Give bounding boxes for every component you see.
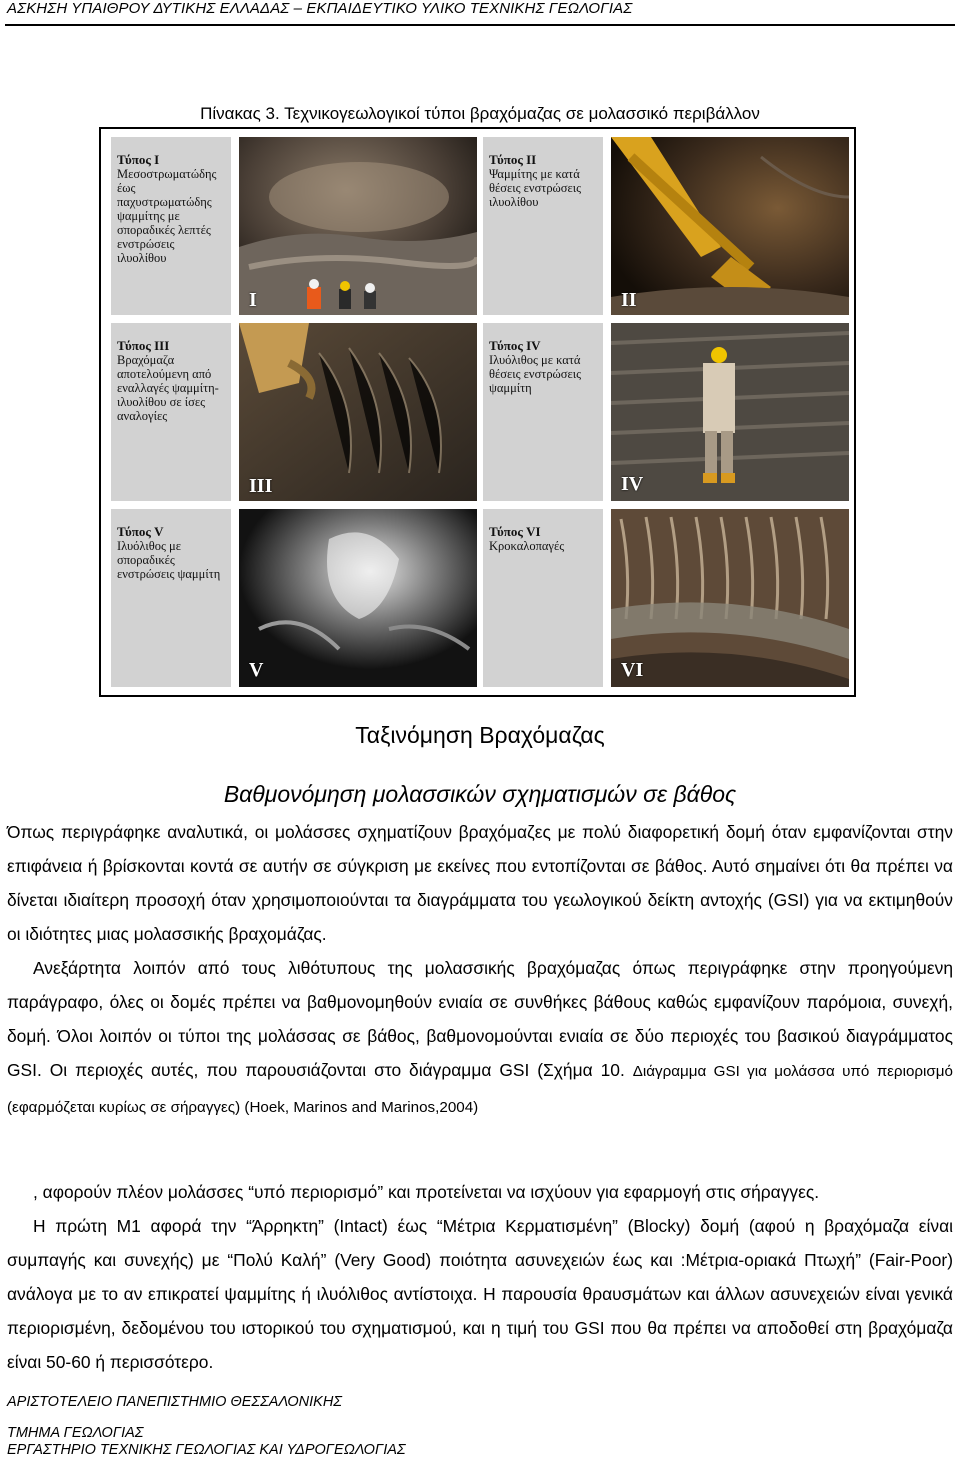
type-3-description: Βραχόμαζα αποτελούμενη από εναλλαγές ψαμμίτη-ιλυολίθου σε ίσες αναλογίες <box>117 353 219 423</box>
paragraph-2-main: Ανεξάρτητα λοιπόν από τους λιθότυπους της μολασσικής βραχόμαζας όπως περιγράφηκε στην προηγούμενη παράγραφο, όλες οι δομές πρέπει να βαθμονομηθούν ενιαία σε συνθήκες βάθους καθώς εμφανίζουν παρόμοια, συνεχή, δομή. Όλοι λοιπόν οι τύποι της μολάσσας σε βάθος, βαθμονομούνται ενιαία σε δύο περιοχές του βασικού διαγράμματος GSI. Οι περιοχές αυτές, που παρουσιάζονται στο διάγραμμα GSI (Σχήμα 10. <box>7 958 953 1080</box>
type-4-numeral: IV <box>621 473 644 495</box>
type-1-photo <box>239 137 477 315</box>
header-rule <box>5 24 955 26</box>
body-text-continued <box>7 1175 953 1379</box>
paragraph-2 <box>7 951 953 1125</box>
paragraph-3: , αφορούν πλέον μολάσσες “υπό περιορισμό” και προτείνεται να ισχύουν για εφαρμογή στις σήραγγες. <box>33 1182 820 1202</box>
type-6-description: Κροκαλοπαγές <box>489 539 565 553</box>
type-6-numeral: VI <box>621 659 644 681</box>
body-text <box>7 815 953 1125</box>
type-2-title: Τύπος II <box>489 152 537 167</box>
type-1-numeral: I <box>249 289 257 311</box>
table-caption: Πίνακας 3. Τεχνικογεωλογικοί τύποι βραχόμαζας σε μολασσικό περιβάλλον <box>200 104 760 123</box>
footer-lab: ΕΡΓΑΣΤΗΡΙΟ ΤΕΧΝΙΚΗΣ ΓΕΩΛΟΓΙΑΣ ΚΑΙ ΥΔΡΟΓΕΩΛΟΓΙΑΣ <box>7 1442 406 1458</box>
type-6-photo <box>611 509 849 687</box>
type-4-label <box>483 323 603 501</box>
type-5-description: Ιλυόλιθος με σποραδικές ενστρώσεις ψαμμίτη <box>117 539 221 581</box>
rock-mass-types-figure <box>99 127 856 697</box>
type-3-title: Τύπος III <box>117 338 170 353</box>
type-6-label <box>483 509 603 687</box>
paragraph-1: Όπως περιγράφηκε αναλυτικά, οι μολάσσες σχηματίζουν βραχόμαζες με πολύ διαφορετική δομή όταν εμφανίζονται στην επιφάνεια ή βρίσκονται κοντά σε αυτήν σε σύγκριση με εκείνες που εντοπίζονται σε βάθος. Αυτό σημαίνει ότι θα πρέπει να δίνεται ιδιαίτερη προσοχή όταν χρησιμοποιούνται τα διαγράμματα του γεωλογικού δείκτη αντοχής (GSI) για να εκτιμηθούν οι ιδιότητες μιας μολασσικής βραχομάζας. <box>7 822 953 944</box>
type-5-numeral: V <box>249 659 264 681</box>
type-1-label <box>111 137 231 315</box>
paragraph-4: Η πρώτη Μ1 αφορά την “Άρρηκτη” (Intact) έως “Μέτρια Κερματισμένη” (Blocky) δομή (αφού η βραχόμαζα είναι συμπαγής και συνεχής) με “Πολύ Καλή” (Very Good) ποιότητα ασυνεχειών έως και :Μέτρια-οριακά Πτωχή” (Fair-Poor) ανάλογα με το αν επικρατεί ψαμμίτης ή ιλυόλιθος αντίστοιχα. Η παρουσία θραυσμάτων και άλλων ασυνεχειών είναι γενικά περιορισμένη, δεδομένου του ιστορικού του σχηματισμού, και η τιμή του GSI που θα πρέπει να αποδοθεί στη βραχόμαζα είναι 50-60 ή περισσότερο. <box>7 1216 953 1372</box>
type-6-title: Τύπος VI <box>489 524 541 539</box>
type-3-label <box>111 323 231 501</box>
type-5-title: Τύπος V <box>117 524 164 539</box>
type-4-photo <box>611 323 849 501</box>
type-2-label <box>483 137 603 315</box>
page-header: ΑΣΚΗΣΗ ΥΠΑΙΘΡΟΥ ΔΥΤΙΚΗΣ ΕΛΛΑΔΑΣ – ΕΚΠΑΙΔΕΥΤΙΚΟ ΥΛΙΚΟ ΤΕΧΝΙΚΗΣ ΓΕΩΛΟΓΙΑΣ <box>7 0 633 17</box>
type-1-title: Τύπος I <box>117 152 160 167</box>
type-5-photo <box>239 509 477 687</box>
type-2-numeral: II <box>621 289 637 311</box>
type-4-title: Τύπος IV <box>489 338 541 353</box>
type-2-description: Ψαμμίτης με κατά θέσεις ενστρώσεις ιλυολίθου <box>489 167 582 209</box>
type-5-label <box>111 509 231 687</box>
type-2-photo <box>611 137 849 315</box>
footer-university: ΑΡΙΣΤΟΤΕΛΕΙΟ ΠΑΝΕΠΙΣΤΗΜΙΟ ΘΕΣΣΑΛΟΝΙΚΗΣ <box>7 1394 342 1410</box>
section-heading: Ταξινόμηση Βραχόμαζας <box>355 722 605 748</box>
type-3-numeral: III <box>249 475 273 497</box>
type-1-description: Μεσοστρωματώδης έως παχυστρωματώδης ψαμμίτης με σποραδικές λεπτές ενστρώσεις ιλυολίθου <box>117 167 217 265</box>
figure-reference: Διάγραμμα GSI για μολάσσα υπό περιορισμό (εφαρμόζεται κυρίως σε σήραγγες) (Hoek, Marinos and Marinos,2004) <box>7 1063 953 1116</box>
type-4-description: Ιλυόλιθος με κατά θέσεις ενστρώσεις ψαμμίτη <box>489 353 582 395</box>
footer-department: ΤΜΗΜΑ ΓΕΩΛΟΓΙΑΣ <box>7 1425 144 1441</box>
type-3-photo <box>239 323 477 501</box>
section-subheading: Βαθμονόμηση μολασσικών σχηματισμών σε βάθος <box>223 781 737 807</box>
